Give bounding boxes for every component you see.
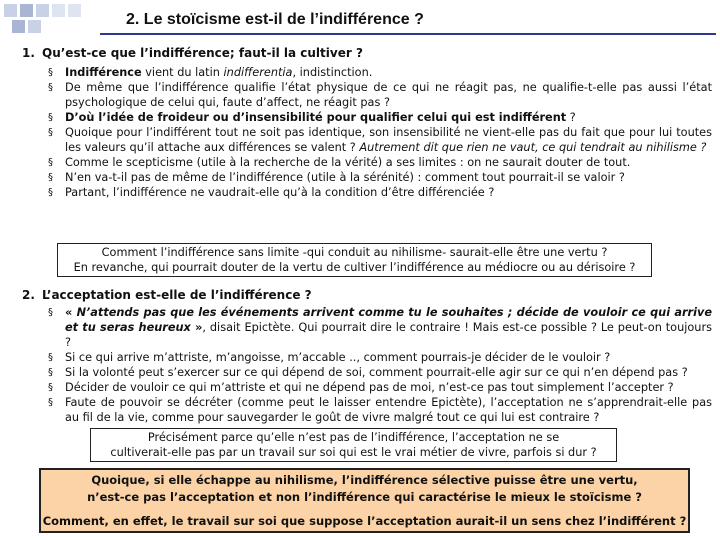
section-2-bullets (48, 305, 712, 425)
list-item: § D’où l’idée de froideur ou d’insensibilité pour qualifier celui qui est indifférent ? (48, 110, 712, 125)
section-2-title: L’acceptation est-elle de l’indifférence ? (42, 288, 312, 302)
list-item: § N’en va-t-il pas de même de l’indifférence (utile à la sérénité) : comment tout pourrait-il se valoir ? (48, 170, 712, 185)
section-1-bullets (48, 65, 712, 200)
section-2-note-box (90, 428, 617, 462)
list-item: § Si la volonté peut s’exercer sur ce qui dépend de soi, comment pourrait-elle agir sur ce qui n’en dépend pas ? (48, 365, 712, 380)
conclusion-box (39, 468, 690, 533)
title-bar (100, 9, 716, 35)
list-item: § Si ce qui arrive m’attriste, m’angoisse, m’accable .., comment pourrais-je décider de le vouloir ? (48, 350, 712, 365)
list-item: § Indifférence vient du latin indifferentia, indistinction. (48, 65, 712, 80)
section-2-number: 2. (22, 288, 35, 302)
list-item: § De même que l’indifférence qualifie l’état physique de ce qui ne réagit pas, ne qualifie-t-elle pas aussi l’état psychologique de celui qui, faute d’affect, ne réagit pas ? (48, 80, 712, 110)
list-item: § Partant, l’indifférence ne vaudrait-elle qu’à la condition d’être différenciée ? (48, 185, 712, 200)
section-1-heading (22, 46, 363, 60)
list-item: § Quoique pour l’indifférent tout ne soit pas identique, son insensibilité ne vient-elle pas du fait que pour lui toutes les valeurs qu’il attache aux différences se valent ? Autrement dit que rien ne vaut, ce qui tendrait au nihilisme ? (48, 125, 712, 155)
conclusion-line: Comment, en effet, le travail sur soi que suppose l’acceptation aurait-il un sens chez l’indifférent ? (42, 514, 687, 528)
page-title: 2. Le stoïcisme est-il de l’indifférence ? (126, 11, 424, 28)
note-line: Comment l’indifférence sans limite -qui conduit au nihilisme- saurait-elle être une vertu ? (101, 246, 608, 259)
conclusion-line: Quoique, si elle échappe au nihilisme, l’indifférence sélective puisse être une vertu, (91, 473, 638, 487)
section-1-number: 1. (22, 46, 35, 60)
section-1-note-box (57, 243, 652, 277)
note-line: Précisément parce qu’elle n’est pas de l’indifférence, l’acceptation ne se (147, 431, 560, 444)
section-1-title: Qu’est-ce que l’indifférence; faut-il la cultiver ? (42, 46, 363, 60)
list-item: § Comme le scepticisme (utile à la recherche de la vérité) a ses limites : on ne saurait douter de tout. (48, 155, 712, 170)
list-item: § « N’attends pas que les événements arrivent comme tu le souhaites ; décide de vouloir ce qui arrive et tu seras heureux », disait Epictète. Qui pourrait dire le contraire ! Mais est-ce possible ? Le peut-on toujours ? (48, 305, 712, 350)
note-line: cultiverait-elle pas par un travail sur soi qui est le vrai métier de vivre, parfois si dur ? (110, 446, 597, 459)
list-item: § Décider de vouloir ce qui m’attriste et qui ne dépend pas de moi, n’est-ce pas tout simplement l’accepter ? (48, 380, 712, 395)
note-line: En revanche, qui pourrait douter de la vertu de cultiver l’indifférence au médiocre ou au dérisoire ? (73, 261, 636, 274)
conclusion-line: n’est-ce pas l’acceptation et non l’indifférence qui caractérise le mieux le stoïcisme ? (87, 490, 642, 504)
section-2-heading (22, 288, 312, 302)
list-item: § Faute de pouvoir se décréter (comme peut le laisser entendre Epictète), l’acceptation ne s’apprendrait-elle pas au fil de la vie, comme pour sauvegarder le goût de vivre malgré tout ce qui lui est contraire ? (48, 395, 712, 425)
